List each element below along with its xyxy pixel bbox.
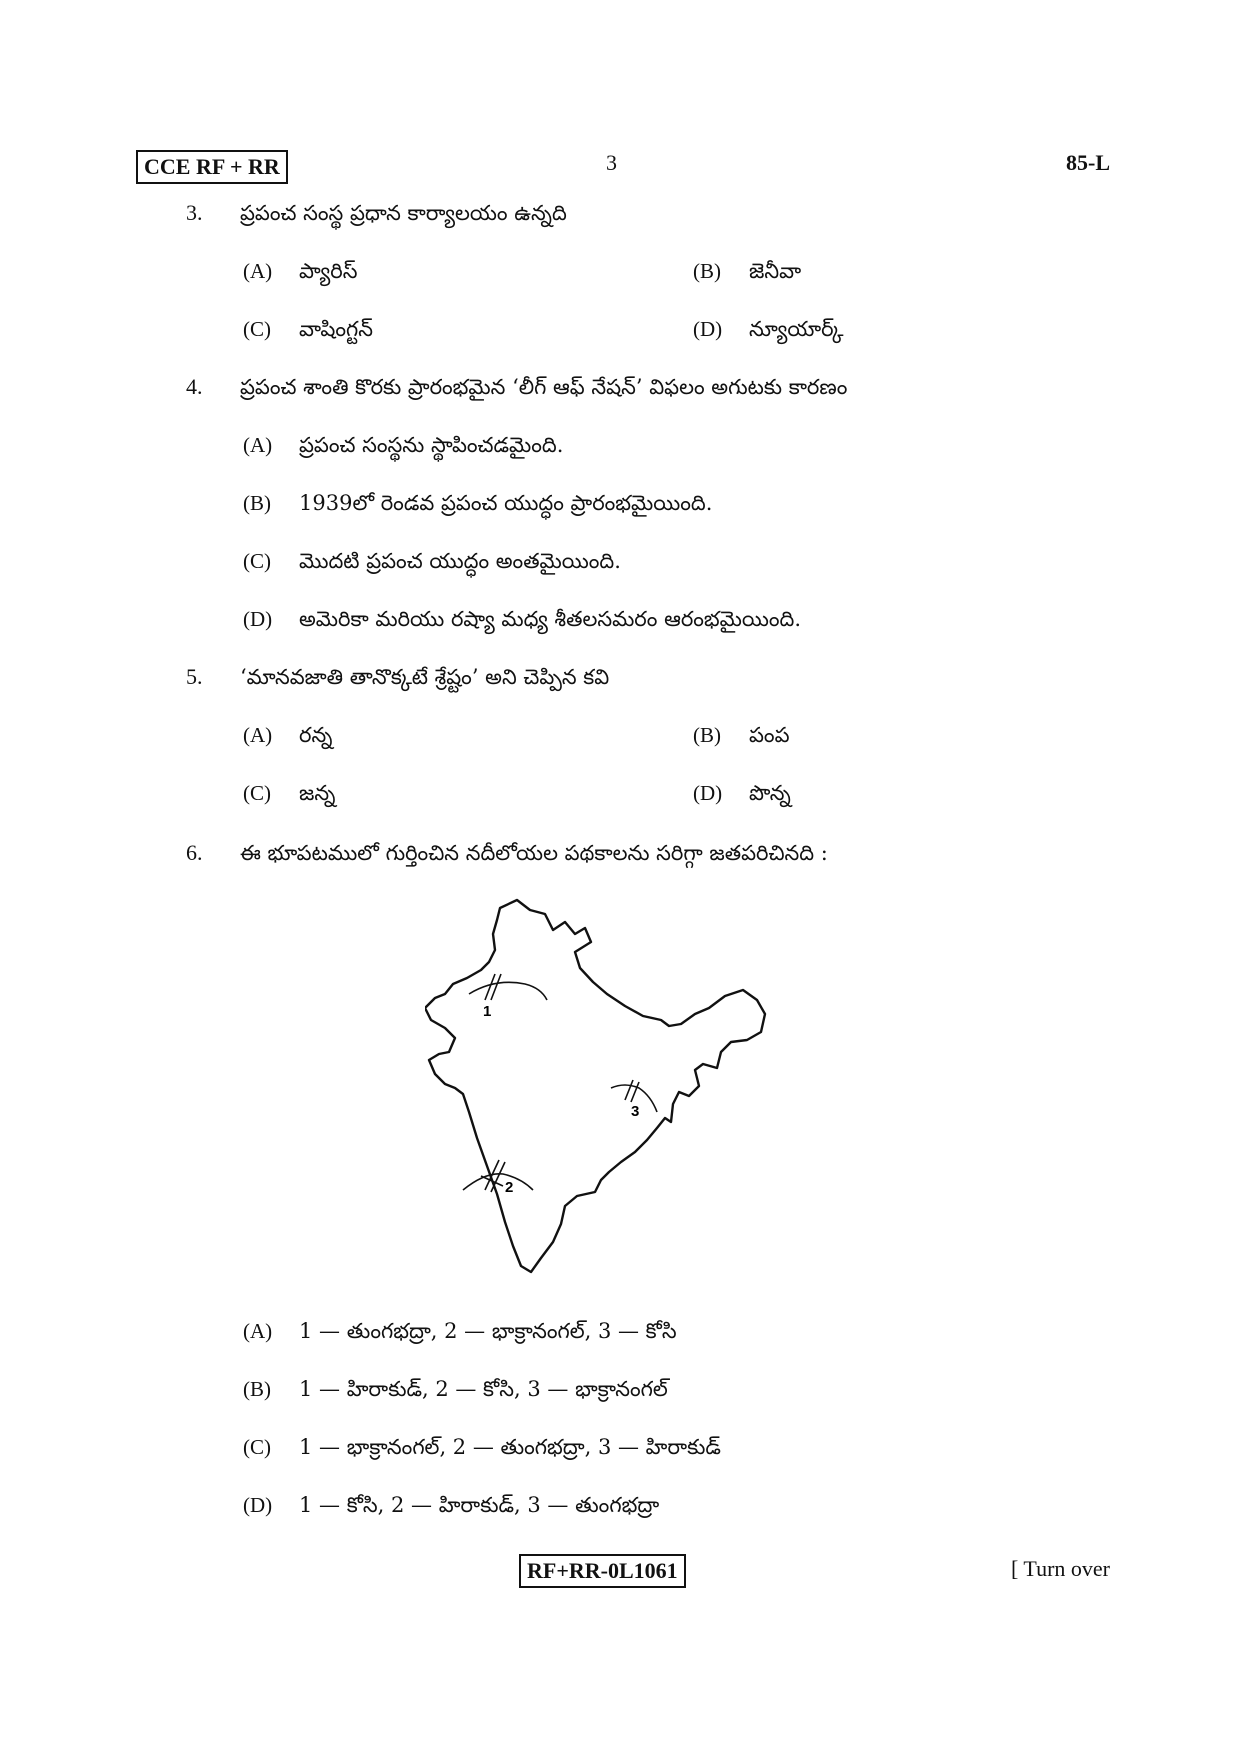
map-label-2: 2: [505, 1179, 514, 1196]
turn-over-note: [ Turn over: [1010, 1556, 1110, 1581]
option-label: (D): [693, 781, 723, 805]
option-text: 1 — హిరాకుడ్, 2 — కోసి, 3 — భాక్రానంగల్: [299, 1377, 668, 1401]
option-label: (C): [243, 1435, 271, 1459]
question-3-option-c: [243, 314, 373, 344]
option-label: (D): [243, 607, 273, 631]
option-label: (A): [243, 433, 273, 457]
option-text: ప్యారిస్: [299, 259, 358, 283]
option-label: (B): [243, 1377, 271, 1401]
question-6-option-b: [243, 1374, 668, 1404]
option-label: (D): [243, 1493, 273, 1517]
question-5-option-d: [693, 778, 791, 808]
map-label-3: 3: [631, 1103, 640, 1120]
question-4-option-d: [243, 604, 801, 634]
option-label: (C): [243, 781, 271, 805]
india-border: [425, 900, 765, 1272]
option-text: ప్రపంచ సంస్థను స్థాపించడమైంది.: [299, 433, 564, 457]
option-label: (C): [243, 317, 271, 341]
option-text: రన్న: [299, 723, 333, 747]
option-text: జెనీవా: [749, 259, 802, 283]
option-label: (D): [693, 317, 723, 341]
question-3-option-d: [693, 314, 843, 344]
paper-code: 85-L: [1066, 150, 1110, 175]
option-text: 1 — కోసి, 2 — హిరాకుడ్, 3 — తుంగభద్రా: [299, 1493, 660, 1517]
question-6-option-d: [243, 1490, 659, 1520]
question-4-option-c: [243, 546, 621, 576]
page-number: 3: [606, 150, 617, 175]
footer-paper-code: RF+RR-0L1061: [519, 1554, 686, 1588]
option-text: మొదటి ప్రపంచ యుద్ధం అంతమైయింది.: [299, 549, 621, 573]
option-text: న్యూయార్క్: [749, 317, 844, 341]
question-5-text: ‘మానవజాతి తానొక్కటే శ్రేష్టం’ అని చెప్పిన కవి: [240, 665, 610, 689]
question-6-option-a: [243, 1316, 677, 1346]
paper-series-box: CCE RF + RR: [136, 150, 288, 184]
question-4-text: ప్రపంచ శాంతి కొరకు ప్రారంభమైన ‘లీగ్ ఆఫ్ నేషన్’ విఫలం అగుటకు కారణం: [240, 375, 848, 399]
question-3-option-b: [693, 256, 801, 286]
river-marker-1: [469, 982, 547, 1000]
question-6-text: ఈ భూపటములో గుర్తించిన నదీలోయల పథకాలను సరిగ్గా జతపరిచినది :: [240, 841, 828, 865]
option-label: (B): [693, 723, 721, 747]
question-6-option-c: [243, 1432, 721, 1462]
question-3-text: ప్రపంచ సంస్థ ప్రధాన కార్యాలయం ఉన్నది: [240, 201, 567, 225]
question-3-option-a: [243, 256, 357, 286]
option-label: (B): [243, 491, 271, 515]
india-outline-map: [425, 890, 815, 1290]
map-label-1: 1: [483, 1003, 492, 1020]
option-text: పంప: [749, 723, 790, 747]
option-label: (A): [243, 259, 273, 283]
question-4-number: 4.: [186, 374, 203, 399]
option-label: (A): [243, 723, 273, 747]
option-text: జన్న: [299, 781, 336, 805]
question-5-option-a: [243, 720, 332, 750]
question-3-number: 3.: [186, 200, 203, 225]
option-text: అమెరికా మరియు రష్యా మధ్య శీతలసమరం ఆరంభమైయింది.: [299, 607, 802, 631]
question-5-option-c: [243, 778, 335, 808]
question-4-option-a: [243, 430, 563, 460]
question-4-option-b: [243, 488, 712, 518]
question-6-number: 6.: [186, 840, 203, 865]
option-text: వాషింగ్టన్: [299, 317, 373, 341]
question-5-number: 5.: [186, 664, 203, 689]
option-label: (C): [243, 549, 271, 573]
dam-mark-1: [485, 974, 501, 1000]
option-text: పొన్న: [749, 781, 791, 805]
question-5-option-b: [693, 720, 790, 750]
option-label: (B): [693, 259, 721, 283]
option-text: 1939లో రెండవ ప్రపంచ యుద్ధం ప్రారంభమైయింది.: [299, 491, 713, 515]
option-text: 1 — తుంగభద్రా, 2 — భాక్రానంగల్, 3 — కోసి: [299, 1319, 677, 1343]
option-text: 1 — భాక్రానంగల్, 2 — తుంగభద్రా, 3 — హిరాకుడ్: [299, 1435, 721, 1459]
option-label: (A): [243, 1319, 273, 1343]
dam-mark-3: [625, 1080, 639, 1102]
